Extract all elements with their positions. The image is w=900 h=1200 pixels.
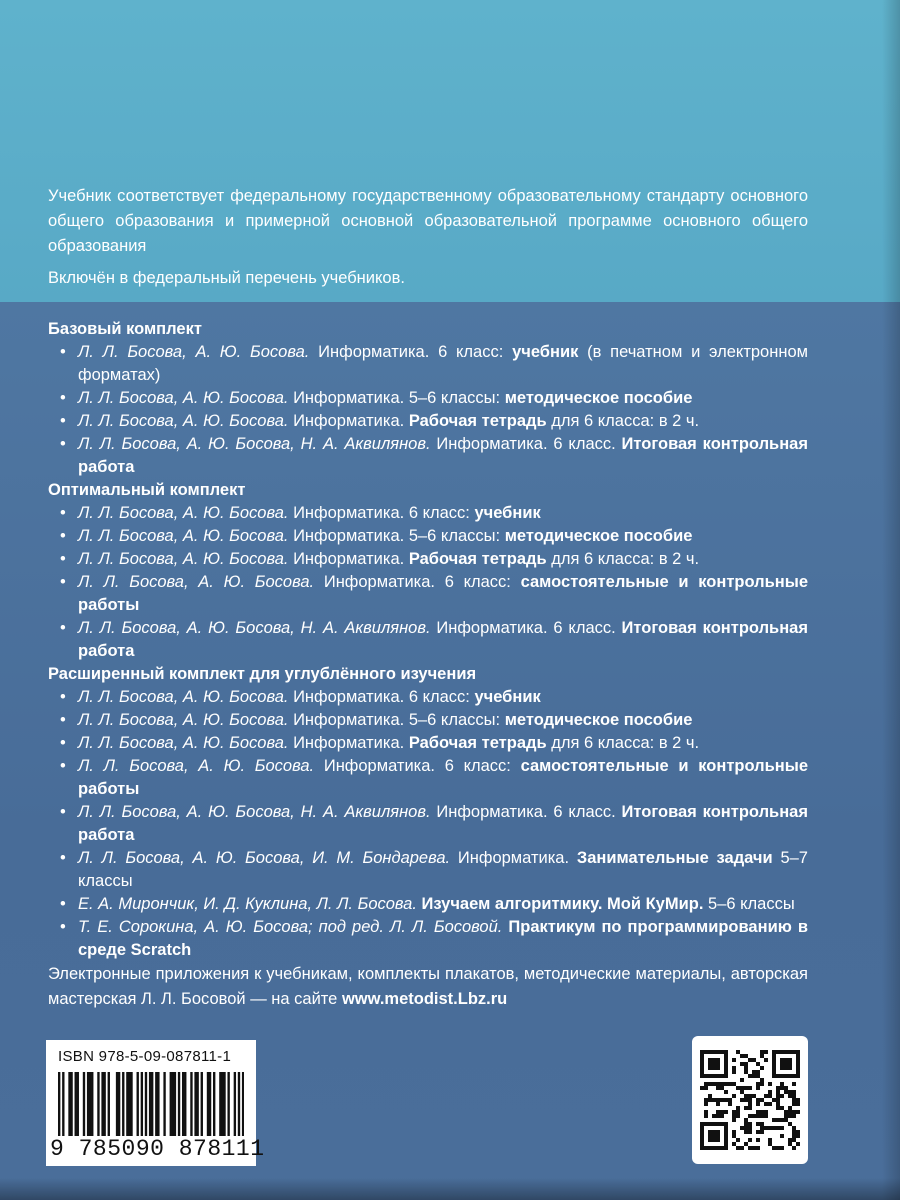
kit-item-text [78,548,808,571]
item-note: для 6 класса: в 2 ч. [551,550,700,568]
kit-item [48,732,808,755]
barcode-icon [58,1072,244,1136]
kit-item-text [78,847,808,893]
item-type: методическое пособие [504,711,693,729]
item-note: 5–7 классы [78,849,808,890]
kit-item [48,433,808,479]
kit-item-text [78,410,808,433]
barcode-label [46,1040,265,1166]
item-authors: Л. Л. Босова, А. Ю. Босова. [78,527,289,545]
kit-item [48,709,808,732]
federal-list-text: Включён в федеральный перечень учебников. [48,269,405,287]
kit-item [48,755,808,801]
bullet-icon: • [60,343,66,361]
item-note: (в печатном и электронном форматах) [78,343,808,384]
standard-compliance-text: Учебник соответствует федеральному государственному образовательному стандарту основного общего образования и примерной основной образовательной программе основного общего образования [48,187,808,255]
item-title: Информатика. 6 класс: [293,504,470,522]
bullet-icon: • [60,734,66,752]
bullet-icon: • [60,527,66,545]
item-authors: Л. Л. Босова, А. Ю. Босова. [78,757,315,775]
bullet-icon: • [60,895,66,913]
kit-item [48,617,808,663]
kit-item-text [78,686,808,709]
kit-item [48,847,808,893]
kit-item-text [78,893,808,916]
item-note: для 6 класса: в 2 ч. [551,734,700,752]
item-authors: Л. Л. Босова, А. Ю. Босова. [78,343,310,361]
item-type: Рабочая тетрадь [408,550,547,568]
item-authors: Л. Л. Босова, А. Ю. Босова. [78,734,289,752]
item-authors: Л. Л. Босова, А. Ю. Босова. [78,711,289,729]
bullet-icon: • [60,504,66,522]
item-title: Информатика. 6 класс: [323,573,511,591]
bullet-icon: • [60,688,66,706]
item-note: для 6 класса: в 2 ч. [551,412,700,430]
item-authors: Л. Л. Босова, А. Ю. Босова. [78,550,289,568]
kit-item [48,548,808,571]
bullet-icon: • [60,849,66,867]
item-type: Изучаем алгоритмику. Мой КуМир. [421,895,704,913]
item-type: методическое пособие [504,389,693,407]
item-authors: Л. Л. Босова, А. Ю. Босова. [78,688,289,706]
kit-item-text [78,709,808,732]
item-authors: Л. Л. Босова, А. Ю. Босова, Н. А. Аквилянов. [78,803,431,821]
item-type: учебник [474,688,541,706]
website-link[interactable]: www.metodist.Lbz.ru [341,990,508,1008]
item-authors: Л. Л. Босова, А. Ю. Босова, Н. А. Аквилянов. [78,435,431,453]
kit-item [48,341,808,387]
kit-item [48,801,808,847]
spine-shadow [882,0,900,1200]
item-type: Итоговая контрольная работа [78,803,808,844]
kit-title: Базовый комплект [48,320,202,338]
item-title: Информатика. 6 класс: [323,757,511,775]
item-title: Информатика. 6 класс: [293,688,470,706]
item-title: Информатика. 6 класс. [436,803,616,821]
kit-item-text [78,801,808,847]
kits-list [48,318,808,962]
item-title: Информатика. 6 класс. [436,619,616,637]
item-authors: Е. А. Мирончик, И. Д. Куклина, Л. Л. Босова. [78,895,417,913]
item-authors: Л. Л. Босова, А. Ю. Босова. [78,504,289,522]
footer-text [48,962,808,1012]
kit-title: Расширенный комплект для углублённого изучения [48,665,477,683]
item-type: Рабочая тетрадь [408,412,547,430]
bullet-icon: • [60,573,66,591]
item-title: Информатика. 6 класс. [436,435,616,453]
item-authors: Л. Л. Босова, А. Ю. Босова. [78,412,289,430]
item-authors: Л. Л. Босова, А. Ю. Босова, И. М. Бондарева. [78,849,451,867]
kit-item-text [78,916,808,962]
bullet-icon: • [60,550,66,568]
kit-item [48,525,808,548]
item-authors: Л. Л. Босова, А. Ю. Босова. [78,573,315,591]
qr-code [692,1036,808,1164]
footer-description: Электронные приложения к учебникам, комплекты плакатов, методические материалы, авторская мастерская Л. Л. Босовой — на сайте [48,965,808,1008]
bullet-icon: • [60,389,66,407]
kit-item-text [78,732,808,755]
item-title: Информатика. [293,550,405,568]
kit-item [48,571,808,617]
item-title: Информатика. [293,412,405,430]
kit-item [48,686,808,709]
item-type: самостоятельные и контрольные работы [78,757,809,798]
item-authors: Л. Л. Босова, А. Ю. Босова, Н. А. Аквилянов. [78,619,431,637]
item-authors: Л. Л. Босова, А. Ю. Босова. [78,389,289,407]
item-type: методическое пособие [504,527,693,545]
item-authors: Т. Е. Сорокина, А. Ю. Босова; под ред. Л. Л. Босовой. [78,918,503,936]
item-title: Информатика. [457,849,570,867]
bullet-icon: • [60,435,66,453]
item-type: Занимательные задачи [576,849,773,867]
item-title: Информатика. [293,734,405,752]
isbn-number: ISBN 978-5-09-087811-1 [58,1048,232,1065]
kit-item-text [78,502,808,525]
bullet-icon: • [60,803,66,821]
item-title: Информатика. 5–6 классы: [293,527,501,545]
kit-item-text [78,571,808,617]
item-type: учебник [512,343,579,361]
kit-item-text [78,755,808,801]
kit-item [48,502,808,525]
item-type: Практикум по программированию в среде Scratch [78,918,808,959]
kit-item-text [78,617,808,663]
item-title: Информатика. 5–6 классы: [293,389,501,407]
kit-item [48,387,808,410]
item-type: Итоговая контрольная работа [78,619,808,660]
item-title: Информатика. 5–6 классы: [293,711,501,729]
kit-item-text [78,433,808,479]
bullet-icon: • [60,918,66,936]
bottom-shadow [0,1178,900,1200]
kit-item-text [78,525,808,548]
item-type: самостоятельные и контрольные работы [78,573,809,614]
kit-item-text [78,387,808,410]
kit-item [48,893,808,916]
item-type: Рабочая тетрадь [408,734,547,752]
item-type: учебник [474,504,541,522]
item-type: Итоговая контрольная работа [78,435,808,476]
item-note: 5–6 классы [708,895,795,913]
item-title: Информатика. 6 класс: [318,343,504,361]
kit-title: Оптимальный комплект [48,481,246,499]
bullet-icon: • [60,619,66,637]
bullet-icon: • [60,757,66,775]
kit-item [48,916,808,962]
kit-item [48,410,808,433]
bullet-icon: • [60,412,66,430]
bullet-icon: • [60,711,66,729]
barcode-digits: 9 785090 878111 [50,1136,265,1162]
kit-item-text [78,341,808,387]
qr-code-icon [700,1044,800,1156]
